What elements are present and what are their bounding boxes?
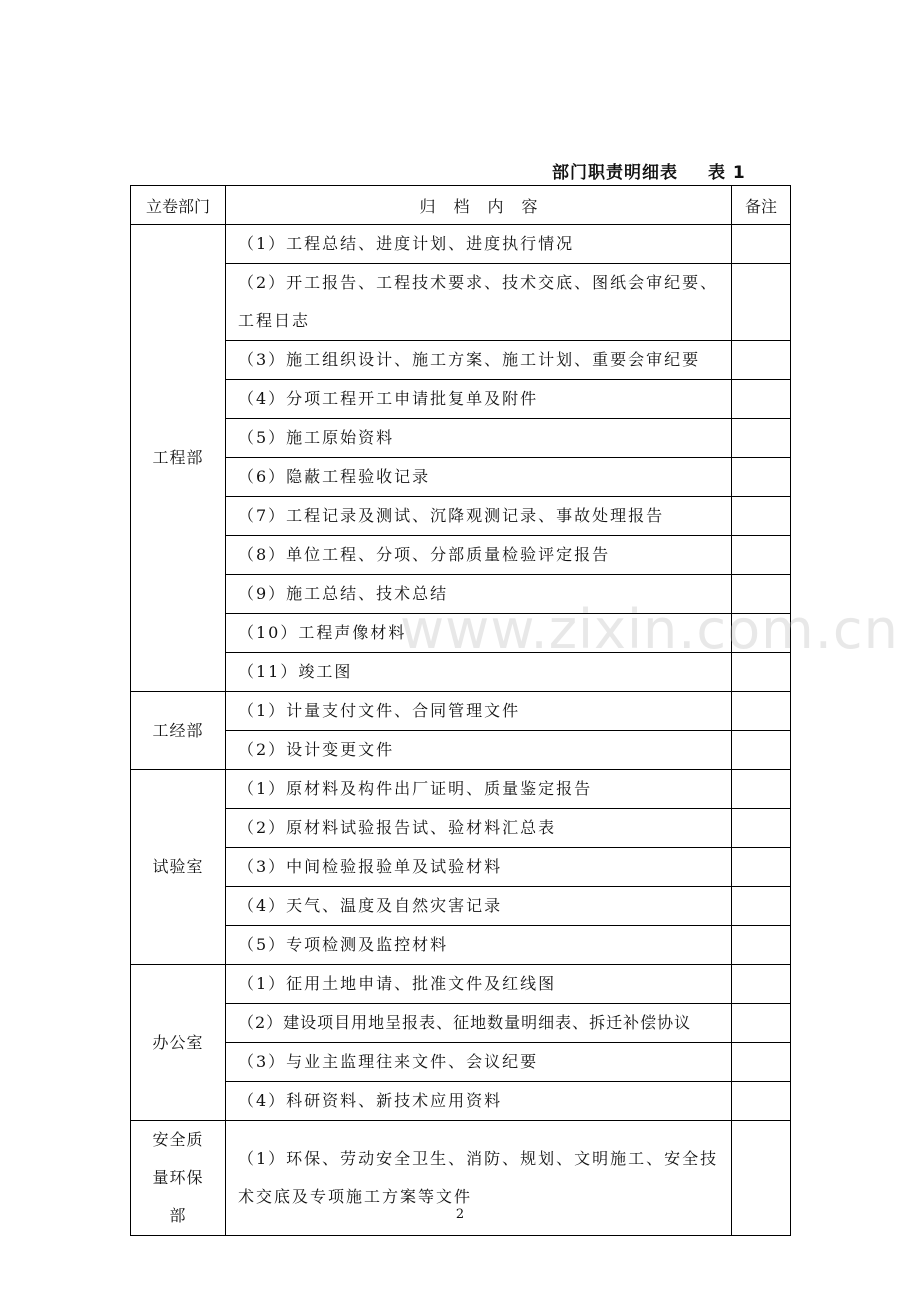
table-row [131,264,791,341]
item-cell: （1）计量支付文件、合同管理文件 [226,692,732,731]
remark-cell [732,1043,791,1082]
remark-cell [732,887,791,926]
item-cell: （11）竣工图 [226,653,732,692]
item-cell: （2）设计变更文件 [226,731,732,770]
remark-cell [732,1004,791,1043]
header-remark: 备注 [732,186,791,225]
item-cell: （1）环保、劳动安全卫生、消防、规划、文明施工、安全技术交底及专项施工方案等文件 [226,1121,732,1236]
remark-cell [732,653,791,692]
table-row [131,653,791,692]
duty-table [130,185,791,1236]
dept-cell-laboratory: 试验室 [131,770,226,965]
header-dept: 立卷部门 [131,186,226,225]
remark-cell [732,770,791,809]
table-row [131,225,791,264]
dept-cell-economics: 工经部 [131,692,226,770]
item-cell: （5）专项检测及监控材料 [226,926,732,965]
item-cell: （3）与业主监理往来文件、会议纪要 [226,1043,732,1082]
page-number: 2 [455,1207,465,1222]
dept-cell-engineering: 工程部 [131,225,226,692]
remark-cell [732,536,791,575]
dept-cell-office: 办公室 [131,965,226,1121]
table-row [131,809,791,848]
table-row [131,926,791,965]
table-row [131,536,791,575]
item-cell: （3）施工组织设计、施工方案、施工计划、重要会审纪要 [226,341,732,380]
remark-cell [732,926,791,965]
table-row [131,497,791,536]
remark-cell [732,497,791,536]
remark-cell [732,341,791,380]
item-cell: （3）中间检验报验单及试验材料 [226,848,732,887]
remark-cell [732,458,791,497]
remark-cell [732,809,791,848]
remark-cell [732,731,791,770]
table-row [131,692,791,731]
remark-cell [732,264,791,341]
table-row [131,419,791,458]
remark-cell [732,380,791,419]
remark-cell [732,614,791,653]
header-content: 归档内容 [226,186,732,225]
item-cell: （2）建设项目用地呈报表、征地数量明细表、拆迁补偿协议 [226,1004,732,1043]
item-cell: （9）施工总结、技术总结 [226,575,732,614]
remark-cell [732,575,791,614]
watermark: www.zixin.com.cn [400,598,899,661]
item-cell: （8）单位工程、分项、分部质量检验评定报告 [226,536,732,575]
table-title [552,158,746,183]
item-cell: （1）工程总结、进度计划、进度执行情况 [226,225,732,264]
table-row [131,458,791,497]
table-row [131,341,791,380]
table-row [131,1043,791,1082]
table-row [131,848,791,887]
title-text: 部门职责明细表 [552,163,678,183]
table-row [131,614,791,653]
item-cell: （4）天气、温度及自然灾害记录 [226,887,732,926]
remark-cell [732,419,791,458]
item-cell: （7）工程记录及测试、沉降观测记录、事故处理报告 [226,497,732,536]
remark-cell [732,848,791,887]
item-cell: （5）施工原始资料 [226,419,732,458]
table-row [131,575,791,614]
table-number: 表 1 [708,163,746,183]
table-row [131,887,791,926]
remark-cell [732,692,791,731]
table-row [131,965,791,1004]
dept-cell-safety: 安全质量环保部 [131,1121,226,1236]
table-row [131,380,791,419]
item-cell: （1）征用土地申请、批准文件及红线图 [226,965,732,1004]
item-cell: （6）隐蔽工程验收记录 [226,458,732,497]
item-cell: （10）工程声像材料 [226,614,732,653]
item-cell: （2）原材料试验报告试、验材料汇总表 [226,809,732,848]
table-row [131,731,791,770]
item-cell: （4）分项工程开工申请批复单及附件 [226,380,732,419]
item-cell: （2）开工报告、工程技术要求、技术交底、图纸会审纪要、工程日志 [226,264,732,341]
table-row [131,770,791,809]
remark-cell [732,225,791,264]
remark-cell [732,1082,791,1121]
table-row [131,1082,791,1121]
remark-cell [732,965,791,1004]
table-row [131,1004,791,1043]
item-cell: （1）原材料及构件出厂证明、质量鉴定报告 [226,770,732,809]
item-cell: （4）科研资料、新技术应用资料 [226,1082,732,1121]
